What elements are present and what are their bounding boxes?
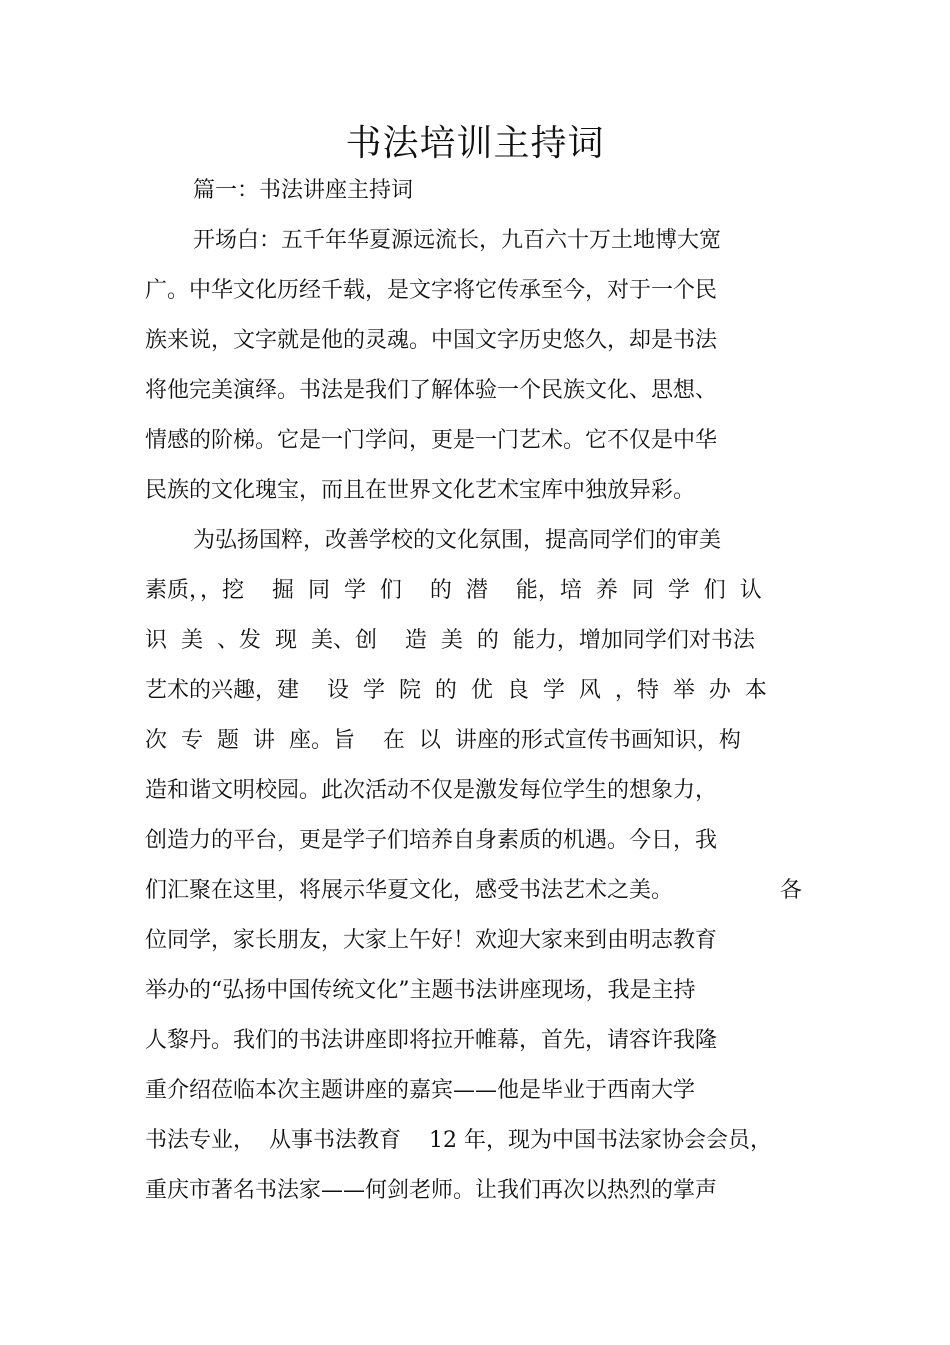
paragraph-line: 重庆市著名书法家——何剑老师。让我们再次以热烈的掌声 [145,1178,718,1203]
paragraph-line: 书法专业， 从事书法教育 12 年，现为中国书法家协会会员， [145,1128,772,1153]
paragraph-line: 造和谐文明校园。此次活动不仅是激发每位学生的想象力， [145,778,718,803]
paragraph-trailing-word: 各 [780,878,803,903]
section-heading: 篇一：书法讲座主持词 [193,178,414,203]
paragraph-line: 情感的阶梯。它是一门学问，更是一门艺术。它不仅是中华 [145,428,718,453]
paragraph-line: 人黎丹。我们的书法讲座即将拉开帷幕，首先，请容许我隆 [145,1028,718,1053]
paragraph-line: 民族的文化瑰宝，而且在世界文化艺术宝库中独放异彩。 [145,478,696,503]
paragraph-line: 为弘扬国粹，改善学校的文化氛围，提高同学们的审美 [193,528,722,553]
document-title: 书法培训主持词 [345,123,605,164]
paragraph-line: 广。中华文化历经千载，是文字将它传承至今，对于一个民 [145,278,718,303]
paragraph-line: 素质，，挖 掘 同 学 们 的 潜 能，培 养 同 学 们 认 [145,578,762,603]
paragraph-line: 举办的“弘扬中国传统文化”主题书法讲座现场，我是主持 [145,978,696,1003]
paragraph-line: 将他完美演绎。书法是我们了解体验一个民族文化、思想、 [145,378,718,403]
paragraph-line: 重介绍莅临本次主题讲座的嘉宾——他是毕业于西南大学 [145,1078,696,1103]
paragraph-line: 识 美 、发 现 美、创 造 美 的 能力，增加同学们对书法 [145,628,755,653]
paragraph-line: 次 专 题 讲 座。旨 在 以 讲座的形式宣传书画知识，构 [145,728,741,753]
paragraph-line: 创造力的平台，更是学子们培养自身素质的机遇。今日，我 [145,828,718,853]
paragraph-line: 开场白：五千年华夏源远流长，九百六十万土地博大宽 [193,228,722,253]
paragraph-line: 族来说，文字就是他的灵魂。中国文字历史悠久，却是书法 [145,328,718,353]
paragraph-line: 位同学，家长朋友，大家上午好！欢迎大家来到由明志教育 [145,928,718,953]
paragraph-line: 艺术的兴趣，建 设 学 院 的 优 良 学 风 ，特 举 办 本 [145,678,767,703]
paragraph-line: 们汇聚在这里，将展示华夏文化，感受书法艺术之美。 [145,878,674,903]
